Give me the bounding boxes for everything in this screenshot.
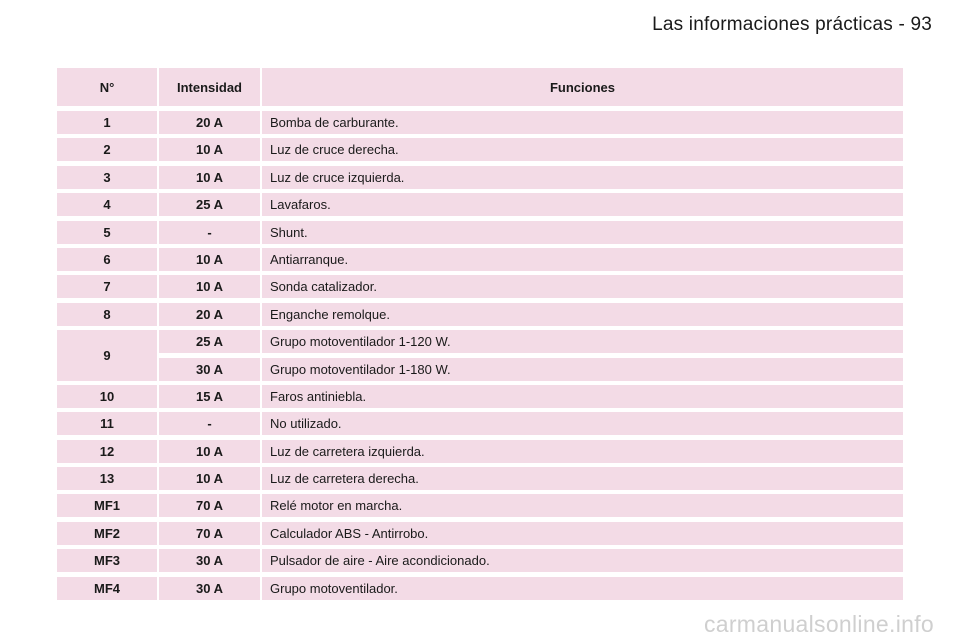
fuse-intensity: 10 A	[159, 440, 260, 463]
fuse-intensity: 30 A	[159, 577, 260, 600]
fuse-intensity: 70 A	[159, 522, 260, 545]
fuse-function: Grupo motoventilador 1-180 W.	[262, 358, 903, 381]
fuse-number: 2	[57, 138, 157, 161]
fuse-intensity: 30 A	[159, 549, 260, 572]
fuse-number: 7	[57, 275, 157, 298]
fuse-intensity: 30 A	[159, 358, 260, 381]
fuse-function: Enganche remolque.	[262, 303, 903, 326]
fuse-intensity: 10 A	[159, 166, 260, 189]
fuse-intensity: 25 A	[159, 193, 260, 216]
fuse-number: 13	[57, 467, 157, 490]
fuse-function: Luz de carretera derecha.	[262, 467, 903, 490]
fuse-function: Shunt.	[262, 221, 903, 244]
fuse-intensity: -	[159, 412, 260, 435]
fuse-function: Relé motor en marcha.	[262, 494, 903, 517]
fuse-number: MF3	[57, 549, 157, 572]
fuse-intensity: 15 A	[159, 385, 260, 408]
watermark: carmanualsonline.info	[703, 611, 934, 637]
fuse-function: Grupo motoventilador 1-120 W.	[262, 330, 903, 353]
fuse-function: Faros antiniebla.	[262, 385, 903, 408]
fuse-function: Bomba de carburante.	[262, 111, 903, 134]
fuse-function: Luz de cruce derecha.	[262, 138, 903, 161]
fuse-number: 10	[57, 385, 157, 408]
fuse-number: 12	[57, 440, 157, 463]
fuse-number: 4	[57, 193, 157, 216]
fuse-number: 1	[57, 111, 157, 134]
fuse-function: Luz de carretera izquierda.	[262, 440, 903, 463]
fuse-intensity: 10 A	[159, 275, 260, 298]
column-header-number: N°	[57, 68, 157, 106]
fuse-intensity: -	[159, 221, 260, 244]
fuse-intensity: 20 A	[159, 303, 260, 326]
fuse-function: No utilizado.	[262, 412, 903, 435]
fuse-number: MF2	[57, 522, 157, 545]
fuse-intensity: 25 A	[159, 330, 260, 353]
fuse-function: Lavafaros.	[262, 193, 903, 216]
fuse-number: 8	[57, 303, 157, 326]
fuse-number: 6	[57, 248, 157, 271]
fuse-function: Antiarranque.	[262, 248, 903, 271]
fuse-number: 9	[57, 330, 157, 380]
fuse-function: Sonda catalizador.	[262, 275, 903, 298]
fuse-intensity: 10 A	[159, 138, 260, 161]
fuse-number: 5	[57, 221, 157, 244]
fuse-table	[57, 68, 903, 604]
fuse-number: MF4	[57, 577, 157, 600]
fuse-intensity: 20 A	[159, 111, 260, 134]
fuse-number: 11	[57, 412, 157, 435]
page-title: Las informaciones prácticas - 93	[652, 14, 932, 35]
fuse-intensity: 70 A	[159, 494, 260, 517]
column-header-intensity: Intensidad	[159, 68, 260, 106]
fuse-function: Pulsador de aire - Aire acondicionado.	[262, 549, 903, 572]
fuse-number: 3	[57, 166, 157, 189]
fuse-intensity: 10 A	[159, 467, 260, 490]
fuse-function: Luz de cruce izquierda.	[262, 166, 903, 189]
fuse-function: Grupo motoventilador.	[262, 577, 903, 600]
column-header-functions: Funciones	[262, 68, 903, 106]
fuse-intensity: 10 A	[159, 248, 260, 271]
fuse-number: MF1	[57, 494, 157, 517]
fuse-function: Calculador ABS - Antirrobo.	[262, 522, 903, 545]
